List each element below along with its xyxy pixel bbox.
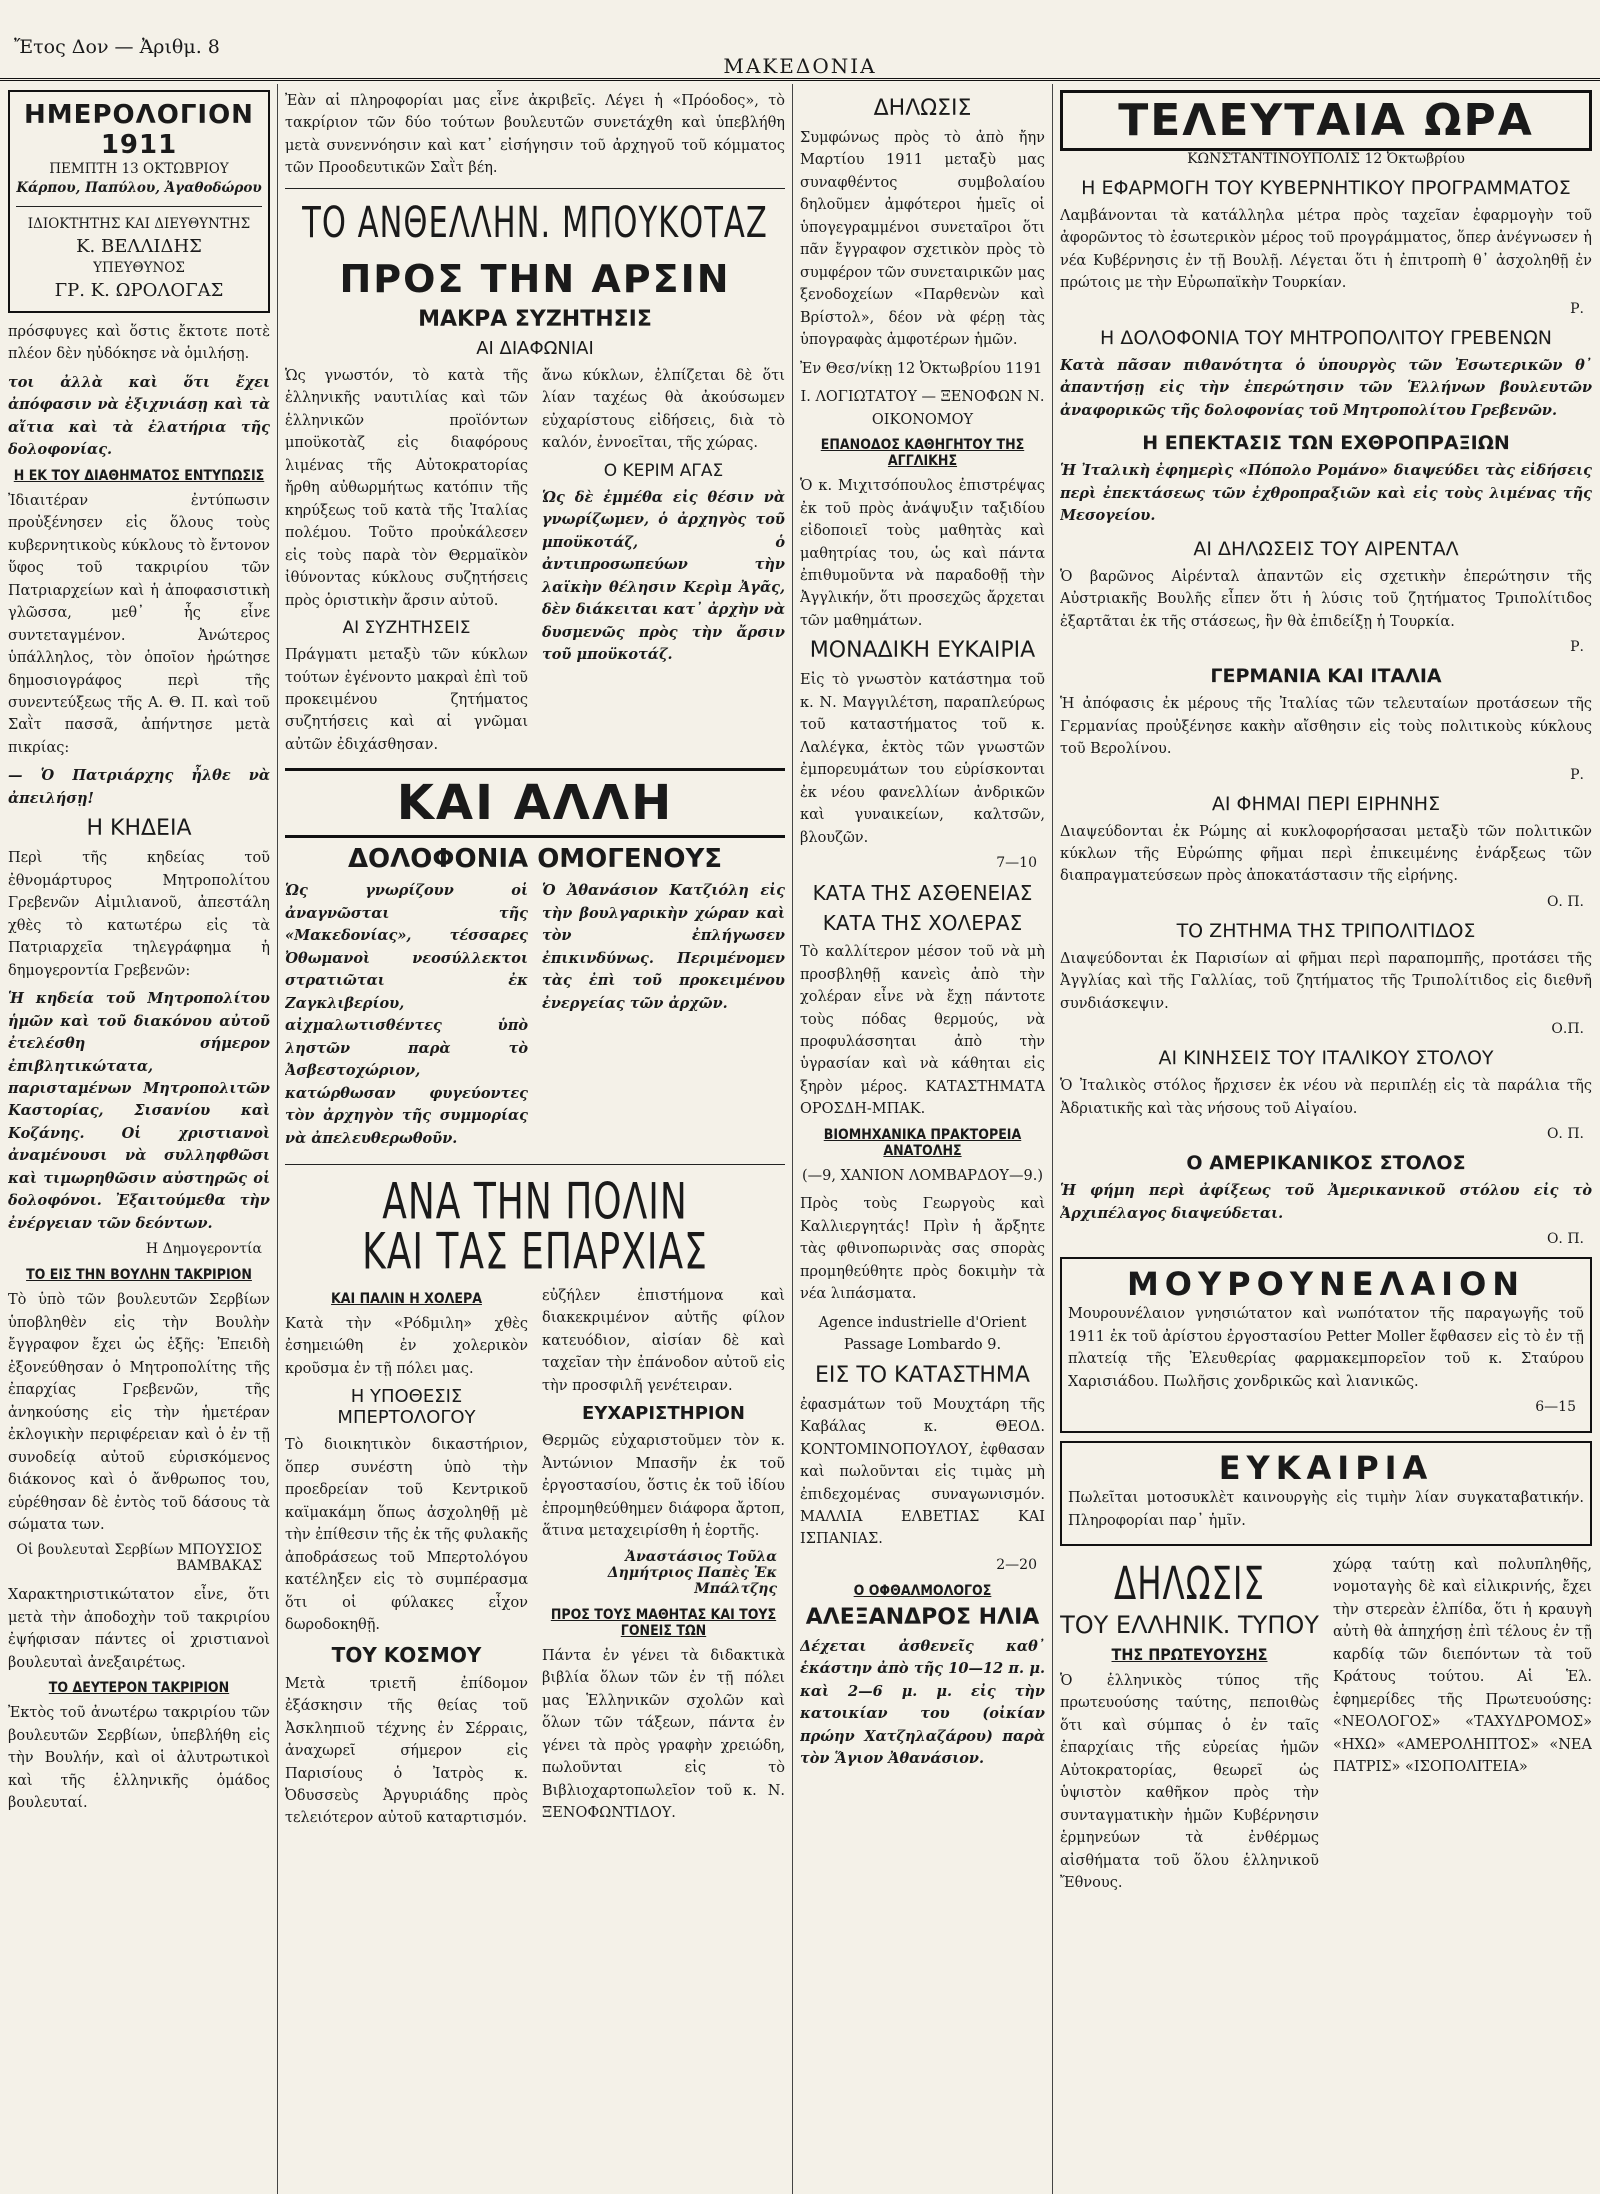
headline: ΔΟΛΟΦΟΝΙΑ ΟΜΟΓΕΝΟΥΣ [347,844,723,875]
editor-label: ΥΠΕΥΘΥΝΟΣ [93,259,185,276]
article-quote: — Ὁ Πατριάρχης ἦλθε νὰ ἀπειλήσῃ! [8,767,270,807]
source: Ρ. [1570,766,1584,783]
ad-code: 2—20 [996,1556,1037,1573]
masthead [0,0,1600,80]
headline: Η ΔΟΛΟΦΟΝΙΑ ΤΟΥ ΜΗΤΡΟΠΟΛΙΤΟΥ ΓΡΕΒΕΝΩΝ [1100,326,1552,349]
advertisement [1060,1441,1592,1546]
address: (—9, ΧΑΝΙΟΝ ΛΟΜΒΑΡΔΟΥ—9.) [801,1167,1043,1184]
ad-title: ΜΟΥΡΟΥΝΕΛΑΙΟΝ [1126,1265,1526,1304]
text-column [285,365,528,763]
colophon-date: ΠΕΜΠΤΗ 13 ΟΚΤΩΒΡΙΟΥ [49,161,229,177]
headline: ΜΟΝΑΔΙΚΗ ΕΥΚΑΙΡΙΑ [809,638,1036,664]
article-text: Τὸ ὑπὸ τῶν βουλευτῶν Σερβίων ὑποβληθὲν εἰς τὴν Βουλὴν ἔγγραφον ἔχει ὡς ἑξῆς: Ἐπειδὴ ἐξονεύθησαν ὁ Μητροπολίτης τῆς ἐπαρχίας Γρεβενῶν, τῆς ἀνηκούσης εἰς τὴν ἡμετέραν ἐκλογικὴν περιφέρειαν καὶ ὁ ἐν τῇ συνοδείᾳ αὐτοῦ εὑρισκόμενος διάκονος καὶ ὁ ἄνθρωπος του, εὑρέθησαν δὲ ἐντὸς τοῦ δάσους τὰ σώματα των. [8,1292,270,1533]
colophon-saints: Κάρπου, Παπύλου, Ἀγαθοδώρου [16,179,262,196]
headline: ΕΠΑΝΟΔΟΣ ΚΑΘΗΓΗΤΟΥ ΤΗΣ ΑΓΓΛΙΚΗΣ [820,437,1025,470]
source: Ο.Π. [1551,1021,1584,1038]
headline: Η ΕΚ ΤΟΥ ΔΙΑΘΗΜΑΤΟΣ ΕΝΤΥΠΩΣΙΣ [13,467,265,484]
article-text: Λαμβάνονται τὰ κατάλληλα μέτρα πρὸς ταχεῖαν ἐφαρμογὴν τοῦ ἀφορῶντος τὸ ἐσωτερικὸν μέρος τοῦ προγράμματος, ὅπερ ἀνέγνωσεν ἡ νέα Κυβέρνησις ἐν τῇ Βουλῇ. Λέγεται ὅτι ἡ ἐπιτροπὴ θ᾽ ἀσχοληθῇ ἐν πρώτοις με τὴν Εὐρωπαϊκὴν Τουρκίαν. [1060,208,1592,292]
ad-code: 6—15 [1535,1399,1576,1416]
article-text: Ἡ κηδεία τοῦ Μητροπολίτου ἡμῶν καὶ τοῦ διακόνου αὐτοῦ ἐτελέσθη σήμερον ἐπιβλητικώτατα, παρισταμένων Μητροπολιτῶν Καστορίας, Σισανίου καὶ Κοζάνης. Οἱ χριστιανοὶ ἀναμένουσι νὰ συλληφθῶσι καὶ τιμωρηθῶσιν αὐστηρῶς οἱ δολοφόνοι. Ἐξαιτούμεθα τὴν ἐνέργειαν τῶν δεόντων. [8,990,270,1232]
article-text: Κατὰ πᾶσαν πιθανότητα ὁ ὑπουργὸς τῶν Ἐσωτερικῶν θ᾽ ἀπαντήσῃ εἰς τὴν ἐπερώτησιν τῶν Ἑλλήνων βουλευτῶν ἀναφορικῶς τῆς δολοφονίας τοῦ Μητροπολίτου Γρεβενῶν. [1060,356,1592,419]
article-text: Ὁ Ἰταλικὸς στόλος ἤρχισεν ἐκ νέου νὰ περιπλέῃ εἰς τὰ παράλια τῆς Ἀδριατικῆς καὶ τὰς νήσους τοῦ Αἰγαίου. [1060,1078,1592,1117]
article-text: Θερμῶς εὐχαριστοῦμεν τὸν κ. Ἀντώνιον Μπασῆν ἐκ τοῦ ἐργοστασίου, ὅστις ἐκ τοῦ ἰδίου ἐπρομηθεύθημεν διάφορα ἄρτοπ, ἅτινα μεταχειρίσθη ἡ ἑορτῆς. [542,1433,785,1540]
headline: ΤΟΥ ΕΛΛΗΝΙΚ. ΤΥΠΟΥ [1060,1611,1319,1639]
article-text: Κατὰ τὴν «Ρόδμιλη» χθὲς ἐσημειώθη ἐν χολερικὸν κροῦσμα ἐν τῇ πόλει μας. [285,1316,528,1377]
headline: ΤΟ ΑΝΘΕΛΛΗΝ. ΜΠΟΥΚΟΤΑΖ [302,197,768,248]
headline: ΚΑΙ ΑΛΛΗ [285,768,785,838]
headline: ΔΗΛΩΣΙΣ [1114,1558,1265,1611]
article-text: Τὸ καλλίτερον μέσον τοῦ νὰ μὴ προσβληθῇ κανεὶς ἀπὸ τὴν χολέραν εἶνε νὰ ἔχῃ πάντοτε τοὺς πόδας θερμούς, νὰ προφυλάσσηται ἀπὸ τὴν ὑγρασίαν καὶ νὰ κάθηται εἰς ξηρὸν μέρος. ΚΑΤΑΣΤΗΜΑΤΑ ΟΡΟΣΔΗ-ΜΠΑΚ. [800,944,1045,1118]
headline: ΔΗΛΩΣΙΣ [873,96,972,121]
headline: ΤΟ ΕΙΣ ΤΗΝ ΒΟΥΛΗΝ ΤΑΚΡΙΡΙΟΝ [26,1267,252,1284]
signature: Ἀναστάσιος Τοῦλα Δημήτριος Παπὲς Ἐκ Μπάλτζης [607,1548,777,1597]
article-text: εὐζήλεν ἐπιστήμονα καὶ διακεκριμένον αὐτῆς φίλον κατευόδιον, αἰσίαν δὲ καὶ ταχεῖαν τὴν ἐπάνοδον αὐτοῦ εἰς τὴν προσφιλῆ γενέτειραν. [542,1288,785,1394]
ad-text: Μουρουνέλαιον γνησιώτατον καὶ νωπότατον τῆς παραγωγῆς τοῦ 1911 ἐκ τοῦ ἀρίστου ἐργοστασίου Petter Moller ἔφθασεν εἰς τὸ ἐν τῇ πλατείᾳ τῆς Ἐλευθερίας φαρμακεμπορεῖον τοῦ κ. Σταύρου Χαρισιάδου. Πωλῆσις χονδρικῶς καὶ λιανικῶς. [1068,1306,1584,1390]
article-text: Πράγματι μεταξὺ τῶν κύκλων τούτων ἐγένοντο μακραὶ ἐπὶ τοῦ προκειμένου ζητήματος συζητήσεις καὶ αἱ γνῶμαι αὐτῶν ἐδιχάσθησαν. [285,647,528,753]
headline: Ο ΚΕΡΙΜ ΑΓΑΣ [603,460,724,481]
column-divider [277,84,278,2194]
headline: ΚΑΤΑ ΤΗΣ ΑΣΘΕΝΕΙΑΣ [812,881,1033,906]
article-text: Ὁ ἑλληνικὸς τύπος τῆς πρωτευούσης ταύτης, πεποιθὼς ὅτι καὶ σύμπας ὁ ἐν ταῖς ἐπαρχίαις τῆς εὐρείας ἡμῶν Αὐτοκρατορίας, θεωρεῖ ὡς ὑψιστὸν καθῆκον πρὸς τὴν συνταγματικὴν ἡμῶν Κυβέρνησιν ἑρμηνεύων τὰ ἐνθέρμως αἰσθήματα τοῦ ὅλου ἑλληνικοῦ Ἔθνους. [1060,1673,1319,1892]
text-column [285,1285,528,1836]
article-text: ἐφασμάτων τοῦ Μουχτάρη τῆς Καβάλας κ. ΘΕΟΔ. ΚΟΝΤΟΜΙΝΟΠΟΥΛΟΥ, ἐφθασαν καὶ πωλοῦνται εἰς τιμὰς μὴ ἐπιδεχομένας συναγωνισμόν. ΜΑΛΛΙΑ ΕΛΒΕΤΙΑΣ ΚΑΙ ΙΣΠΑΝΙΑΣ. [800,1396,1045,1548]
headline: ΑΙ ΔΙΑΦΩΝΙΑΙ [476,337,594,359]
colophon-year: 1911 [100,130,178,160]
headline: ΠΡΟΣ ΤΟΥΣ ΜΑΘΗΤΑΣ ΚΑΙ ΤΟΥΣ ΓΟΝΕΙΣ ΤΩΝ [550,1606,777,1639]
source: Ρ. [1570,300,1584,317]
column-3 [800,90,1045,2194]
headline: ΚΑΤΑ ΤΗΣ ΧΟΛΕΡΑΣ [822,911,1023,936]
article-text: Ἡ Ἰταλικὴ ἐφημερὶς «Πόπολο Ρομάνο» διαψεύδει τὰς εἰδήσεις περὶ ἐπεκτάσεως τῶν ἐχθροπραξιῶν καὶ εἰς τοὺς λιμένας τῆς Μεσογείου. [1060,462,1592,525]
headline: ΑΝΑ ΤΗΝ ΠΟΛΙΝ [382,1173,688,1231]
article-text: Ὁ Ἀθανάσιον Κατζιόλη εἰς τὴν βουλγαρικὴν χώραν καὶ τὸν ἐπλήγωσεν ἐπικινδύνως. Περιμένομεν τὰς ἐπὶ τοῦ προκειμένου ἐνεργείας τῶν ἀρχῶν. [542,882,785,1012]
issue-number: Ἔτος Δον — Ἀριθμ. 8 [14,36,220,58]
article-text: χώρᾳ ταύτῃ καὶ πολυπληθῆς, νομοταγὴς δὲ καὶ εἰλικρινής, ἔχει τὴν στερεὰν ἐλπίδα, ὅτι ἡ κραυγὴ αὐτὴ θὰ ἀπηχήσῃ ἐπὶ τέλους ἐν τῇ καρδίᾳ τῶν διεπόντων τὰ τοῦ Κράτους τούτου. Αἱ Ἑλ. ἐφημερίδες τῆς Πρωτευούσης: «ΝΕΟΛΟΓΟΣ» «ΤΑΧΥΔΡΟΜΟΣ» «ΗΧΩ» «ΑΜΕΡΟΛΗΠΤΟΣ» «ΝΕΑ ΠΑΤΡΙΣ» «ΙΣΟΠΟΛΙΤΕΙΑ» [1333,1557,1592,1776]
source: Ρ. [1570,639,1584,656]
column-2 [285,90,785,2194]
article-text: Ὡς γνωρίζουν οἱ ἀναγνῶσται τῆς «Μακεδονίας», τέσσαρες Ὀθωμανοὶ νεοσύλλεκτοι στρατιῶται ἐκ Ζαγκλιβερίου, αἰχμαλωτισθέντες ὑπὸ ληστῶν παρὰ τὸ Ἀσβεστοχώριον, κατώρθωσαν φυγεύοντες τὸν ἀρχηγὸν τῆς συμμορίας νὰ ἀπελευθερωθοῦν. [285,882,528,1147]
dateline: ΚΩΝΣΤΑΝΤΙΝΟΥΠΟΛΙΣ 12 Ὀκτωβρίου [1187,151,1465,167]
headline: ΤΗΣ ΠΡΩΤΕΥΟΥΣΗΣ [1111,1645,1268,1664]
headline: ΕΥΧΑΡΙΣΤΗΡΙΟΝ [582,1403,745,1425]
agency: Agence industrielle d'Orient Passage Lombardo 9. [818,1314,1027,1354]
article-text: Ἰδιαιτέραν ἐντύπωσιν προὐξένησεν εἰς ὅλους τοὺς κυβερνητικοὺς κύκλους τὸ ἔντονον ὕφος τοῦ τακριρίου τῶν Πατριαρχείων καὶ ἡ ἀποφασιστικὴ γλῶσσα, μεθ᾽ ἧς εἶνε συντεταγμένον. Ἀνώτερος ὑπάλληλος, τὸν ὁποῖον ἠρώτησε δημοσιογράφος περὶ τῆς συνεντεύξεως τῆς Α. Θ. Π. καὶ τοῦ Σαῒτ πασσᾶ, ἀπήντησε μετὰ πικρίας: [8,492,270,756]
signature: Η Δημογεροντία [145,1241,262,1258]
ad-code: 7—10 [996,855,1037,872]
article-text: Χαρακτηριστικώτατον εἶνε, ὅτι μετὰ τὴν ἀποδοχὴν τοῦ τακριρίου ἐψήφισαν πάντες οἱ χριστιανοὶ βουλευταὶ ἀνεξαιρέτως. [8,1587,270,1671]
article-text: Πρὸς τοὺς Γεωργοὺς καὶ Καλλιεργητάς! Πρὶν ἡ ἄρξητε τὰς φθινοπωρινὰς σας σπορὰς προμηθεύθητε πρὸς δοκιμὴν τὰ νέα λιπάσματα. [800,1196,1045,1303]
newspaper-title: ΜΑΚΕΔΟΝΙΑ [723,54,877,78]
column-1 [8,90,270,2194]
source: Ο. Π. [1546,1126,1584,1143]
colophon [8,90,270,313]
headline: Η ΥΠΟΘΕΣΙΣ ΜΠΕΡΤΟΛΟΓΟΥ [337,1386,476,1429]
headline: Η ΕΦΑΡΜΟΓΗ ΤΟΥ ΚΥΒΕΡΝΗΤΙΚΟΥ ΠΡΟΓΡΑΜΜΑΤΟΣ [1081,177,1571,199]
headline: Ο ΑΜΕΡΙΚΑΝΙΚΟΣ ΣΤΟΛΟΣ [1186,1152,1466,1175]
text-column [542,365,785,763]
article-text: Μετὰ τριετῆ ἐπίδομον ἐξάσκησιν τῆς θείας τοῦ Ἀσκληπιοῦ τέχνης ἐν Σέρραις, ἀναχωρεῖ σήμερον εἰς Παρισίους ὁ Ἰατρὸς κ. Ὀδυσσεὺς Ἀργυριάδης πρὸς τελειότερον αὐτοῦ καταρτισμόν. [285,1675,528,1827]
divider [16,206,262,207]
article-text: Τὸ διοικητικὸν δικαστήριον, ὅπερ συνέστη ὑπὸ τὴν προεδρείαν τοῦ Κεντρικοῦ καϊμακάμη ὅπως ἀσχοληθῇ μὲ τὴν ἐπίθεσιν τῆς ἐκ τῆς φυλακῆς ἀποδράσεως τοῦ Μπερτολόγου κατέληξεν εἰς τὸ συμπέρασμα ὅτι οἱ φύλακες εἶχον δωροδοκηθῇ. [285,1437,528,1634]
column-4 [1060,90,1592,2194]
article-text: Ἐὰν αἱ πληροφορίαι μας εἶνε ἀκριβεῖς. Λέγει ἡ «Πρόοδος», τὸ τακρίριον τῶν δύο τούτων βουλευτῶν συνετάχθη καὶ ὑπεβλήθη μετὰ συνεννόησιν καὶ κατ᾽ εἰσήγησιν τοῦ ἀρχηγοῦ τοῦ κόμματος τῶν Προοδευτικῶν Σαῒτ βέη. [285,93,785,177]
article-text: Περὶ τῆς κηδείας τοῦ ἐθνομάρτυρος Μητροπολίτου Γρεβενῶν Αἰμιλιανοῦ, ἀπεστάλη χθὲς τὸ κατωτέρω εἰς τὰ Πατριαρχεῖα τηλεγράφημα ἡ δημογεροντία Γρεβενῶν: [8,850,270,979]
headline: ΒΙΟΜΗΧΑΝΙΚΑ ΠΡΑΚΤΟΡΕΙΑ ΑΝΑΤΟΛΗΣ [823,1126,1022,1159]
signature: Οἱ βουλευταὶ Σερβίων ΜΠΟΥΣΙΟΣ ΒΑΜΒΑΚΑΣ [16,1542,262,1575]
headline: ΑΙ ΣΥΖΗΤΗΣΕΙΣ [342,618,471,639]
ad-title: ΕΥΚΑΙΡΙΑ [1218,1449,1434,1488]
headline: Ο ΟΦΘΑΛΜΟΛΟΓΟΣ [853,1582,992,1599]
headline: ΤΟ ΖΗΤΗΜΑ ΤΗΣ ΤΡΙΠΟΛΙΤΙΔΟΣ [1176,919,1476,942]
article-text: Διαψεύδονται ἐκ Ρώμης αἱ κυκλοφορήσασαι μεταξὺ τῶν πολιτικῶν κύκλων τῆς Εὐρώπης φῆμαι περὶ ἐπικειμένης ἐνάρξεως τῶν διαπραγματεύσεων πρὸς ἀποκατάστασιν τῆς εἰρήνης. [1060,823,1592,885]
signers: Ι. ΛΟΓΙΩΤΑΤΟΥ — ΞΕΝΟΦΩΝ Ν. ΟΙΚΟΝΟΜΟΥ [800,389,1045,428]
masthead-rule [0,78,1600,81]
article-text: Ὡς γνωστόν, τὸ κατὰ τῆς ἑλληνικῆς ναυτιλίας καὶ τῶν ἑλληνικῶν προϊόντων μποϋκοτὰζ εἰς διαφόρους λιμένας τῆς Αὐτοκρατορίας ἤρθη αὐθωρμήτως κατόπιν τῆς κηρύξεως τοῦ κατὰ τῆς Ἰταλίας πολέμου. Τοῦτο προὐκάλεσεν εἰς τοὺς παρὰ τὸν Θερμαϊκὸν ἰθύνοντας κύκλους συζητήσεις πρὸς ὁριστικὴν ἄρσιν αὐτοῦ. [285,367,528,609]
headline: ΑΙ ΦΗΜΑΙ ΠΕΡΙ ΕΙΡΗΝΗΣ [1211,792,1441,815]
column-divider [1052,84,1053,2194]
headline: Η ΕΠΕΚΤΑΣΙΣ ΤΩΝ ΕΧΘΡΟΠΡΑΞΙΩΝ [1142,432,1510,455]
source: Ο. Π. [1546,1231,1584,1248]
headline: ΑΙ ΔΗΛΩΣΕΙΣ ΤΟΥ ΑΙΡΕΝΤΑΛ [1193,537,1459,560]
headline: Η ΚΗΔΕΙΑ [86,816,192,842]
headline: ΤΟ ΔΕΥΤΕΡΟΝ ΤΑΚΡΙΡΙΟΝ [48,1680,230,1697]
article-body [285,880,785,1156]
article-text: Ἡ φήμη περὶ ἀφίξεως τοῦ Ἀμερικανικοῦ στόλου εἰς τὸ Ἀρχιπέλαγος διαψεύδεται. [1060,1182,1592,1222]
divider [285,188,785,189]
editor-name: ΓΡ. Κ. ΩΡΟΛΟΓΑΣ [54,279,224,301]
article-text: Ἐκτὸς τοῦ ἀνωτέρω τακριρίου τῶν βουλευτῶν Σερβίων, ὑπεβλήθη εἰς τὴν Βουλήν, καὶ οἱ ἀλυτρωτικοὶ καὶ τῆς ἑλληνικῆς ὁμάδος βουλευταί. [8,1705,270,1812]
advertisement [1060,1257,1592,1433]
ad-text: Πωλεῖται μοτοσυκλὲτ καινουργὴς εἰς τιμὴν λίαν συγκαταβατικήν. Πληροφορίαι παρ᾽ ἡμῖν. [1068,1490,1584,1529]
article-text: Ὁ κ. Μιχιτσόπουλος ἐπιστρέψας ἐκ τοῦ πρὸς ἀνάψυξιν ταξιδίου εἰδοποιεῖ τοὺς μαθητὰς καὶ μαθητρίας του, ὡς καὶ πάντα ἐπιθυμοῦντα νὰ παραδοθῇ τὴν Ἀγγλικήν, ὅτι προσεχῶς ἄρχεται τῶν μαθημάτων. [800,478,1045,629]
article-text: Πάντα ἐν γένει τὰ διδακτικὰ βιβλία ὅλων τῶν ἐν τῇ πόλει μας Ἑλληνικῶν σχολῶν καὶ ὅλων τῶν τάξεων, πάντα ἐν γένει τὰ πρὸς γραφὴν χρειώδη, πωλοῦνται εἰς τὸ Βιβλιοχαρτοπωλεῖον τοῦ κ. Ν. ΞΕΝΟΦΩΝΤΙΔΟΥ. [542,1647,785,1821]
headline: ΑΙ ΚΙΝΗΣΕΙΣ ΤΟΥ ΙΤΑΛΙΚΟΥ ΣΤΟΛΟΥ [1158,1047,1494,1070]
headline: ΜΑΚΡΑ ΣΥΖΗΤΗΣΙΣ [418,306,652,332]
article-text: Ἡ ἀπόφασις ἐκ μέρους τῆς Ἰταλίας τῶν τελευταίων προτάσεων τῆς Γερμανίας προὐξένησε κακὴν αἴσθησιν εἰς τοὺς πολιτικοὺς κύκλους τοῦ Βερολίνου. [1060,696,1592,758]
column-divider [792,84,793,2194]
article-text: πρόσφυγες καὶ ὅστις ἔκτοτε ποτὲ πλέον δὲν ηὐδόκησε νὰ ὁμιλήσῃ. [8,323,270,363]
article-text: Συμφώνως πρὸς τὸ ἀπὸ ἤην Μαρτίου 1911 μεταξὺ μας συναφθέντος συμβολαίου δηλοῦμεν ἀμφότεροι ἡμεῖς οἱ ὑπογεγραμμένοι συνεταῖροι ὅτι πᾶν ἔγγραφον σχετικὸν πρὸς τὸ συμφέρον τῶν συνεταιρικῶν μας ξενοδοχείων «Παρθενὼν καὶ Βρίστολ», δέον νὰ φέρῃ τὰς ὑπογραφὰς ἀμφοτέρων ἡμῶν. [800,130,1045,349]
article-text: Διαψεύδονται ἐκ Παρισίων αἱ φῆμαι περὶ παραπομπῆς, προτάσει τῆς Ἀγγλίας καὶ τῆς Γαλλίας, τοῦ ζητήματος τῆς Τριπολίτιδος εἰς διεθνῆ συνδιάσκεψιν. [1060,950,1592,1012]
article-body [1060,1554,1592,1901]
owner-label: ΙΔΙΟΚΤΗΤΗΣ ΚΑΙ ΔΙΕΥΘΥΝΤΗΣ [27,215,251,232]
article-body [285,1285,785,1836]
article-body [285,365,785,763]
dateline: Ἐν Θεσ/νίκῃ 12 Ὀκτωβρίου 1191 [800,360,1043,377]
text-column [542,880,785,1156]
article-text: Ὡς δὲ ἐμμέθα εἰς θέσιν νὰ γνωρίζωμεν, ὁ ἀρχηγὸς τοῦ μποϋκοτάζ, ὁ ἀντιπροσωπεύων τὴν λαϊκὴν θέλησιν Κερὶμ Ἀγᾶς, δὲν διάκειται κατ᾽ ἀρχὴν νὰ δυσμενῶς πρὸς τὴν ἄρσιν τοῦ μποϋκοτάζ. [542,488,785,664]
article-lead: τοι ἀλλὰ καὶ ὅτι ἔχει ἀπόφασιν νὰ ἐξιχνιάσῃ καὶ τὰ αἴτια καὶ τὰ ἐλατήρια τῆς δολοφονίας. [8,373,270,459]
headline: ΚΑΙ ΤΑΣ ΕΠΑΡΧΙΑΣ [362,1223,708,1281]
headline: ΓΕΡΜΑΝΙΑ ΚΑΙ ΙΤΑΛΙΑ [1210,665,1442,688]
headline: ΤΟΥ ΚΟΣΜΟΥ [331,1642,482,1667]
text-column [285,880,528,1156]
colophon-title: ΗΜΕΡΟΛΟΓΙΟΝ [24,100,254,130]
headline: ΠΡΟΣ ΤΗΝ ΑΡΣΙΝ [339,256,731,301]
article-text: ἄνω κύκλων, ἐλπίζεται δὲ ὅτι λίαν ταχέως θὰ ἀκούσωμεν εὐχαρίστους εἰδήσεις, διὰ τὸ καλόν, ἐννοεῖται, τῆς χώρας. [542,367,785,452]
headline: ΚΑΙ ΠΑΛΙΝ Η ΧΟΛΕΡΑ [331,1291,482,1307]
text-column [1333,1554,1592,1901]
article-text: Δέχεται ἀσθενεῖς καθ᾽ ἑκάστην ἀπὸ τῆς 10—12 π. μ. καὶ 2—6 μ. μ. εἰς τὴν κατοικίαν του (οἰκίαν πρώην Χατζηλαζάρου) παρὰ τὸν Ἅγιον Ἀθανάσιον. [800,1637,1045,1768]
headline: ΕΙΣ ΤΟ ΚΑΤΑΣΤΗΜΑ [815,1362,1030,1388]
divider [285,1164,785,1165]
article-text: Ὁ βαρῶνος Αἰρένταλ ἀπαντῶν εἰς σχετικὴν ἐπερώτησιν τῆς Αὐστριακῆς Βουλῆς εἶπεν ὅτι ἡ λύσις τοῦ ζητήματος Τριπολίτιδος ἐξαρτᾶται ἐκ τῆς στάσεως, ἣν θὰ ἐπιδείξῃ ἡ Τουρκία. [1060,568,1592,630]
article-text: Εἰς τὸ γνωστὸν κατάστημα τοῦ κ. Ν. Μαγγιλέτση, παραπλεύρως τοῦ καταστήματος τοῦ κ. Λαλέγκα, ἐκτὸς τῶν γνωστῶν ἐμπορευμάτων του εὑρίσκονται ἐκ νέου φανελλίων ἀνδρικῶν καὶ γυναικείων, καλτσῶν, βλουζῶν. [800,672,1045,846]
source: Ο. Π. [1546,893,1584,910]
text-column [1060,1554,1319,1901]
section-title: ΤΕΛΕΥΤΑΙΑ ΩΡΑ [1060,90,1592,151]
owner-name: Κ. ΒΕΛΛΙΔΗΣ [76,235,202,257]
text-column [542,1285,785,1836]
headline: ΑΛΕΞΑΝΔΡΟΣ ΗΛΙΑ [805,1604,1040,1630]
